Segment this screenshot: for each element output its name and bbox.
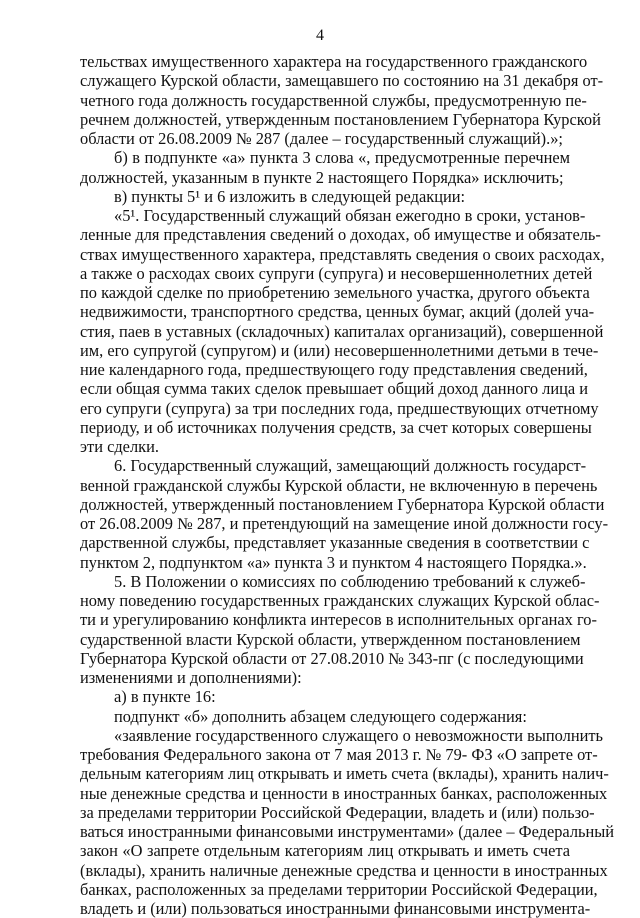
text-line: ние календарного года, предшествующего году представления сведений,: [80, 360, 588, 379]
text-line: ти и урегулированию конфликта интересов в исполнительных органах го-: [80, 610, 597, 630]
text-line: пунктом 2, подпунктом «а» пункта 3 и пунктом 4 настоящего Порядка.».: [80, 552, 587, 572]
text-line: стия, паев в уставных (складочных) капиталах организаций), совершенной: [80, 321, 604, 341]
text-line: 5. В Положении о комиссиях по соблюдению требований к служеб-: [114, 571, 586, 591]
text-line: его супруги (супруга) за три последних года, предшествующих отчетному: [80, 398, 599, 418]
text-line: сударственной власти Курской области, утвержденном постановлением: [80, 629, 581, 649]
text-line: а) в пункте 16:: [114, 687, 216, 707]
text-line: «5¹. Государственный служащий обязан ежегодно в сроки, установ-: [114, 206, 586, 225]
text-line: в) пункты 5¹ и 6 изложить в следующей редакции:: [114, 186, 466, 206]
text-line: должностей, указанным в пункте 2 настоящего Порядка» исключить;: [80, 167, 564, 187]
text-line: должностей, утвержденный постановлением Губернатора Курской области: [80, 494, 605, 514]
text-line: им, его супругой (супругом) и (или) несовершеннолетними детьми в тече-: [80, 340, 599, 360]
text-line: периоду, и об источниках получения средств, за счет которых совершены: [80, 417, 592, 437]
text-line: недвижимости, транспортного средства, ценных бумаг, акций (долей уча-: [80, 302, 595, 322]
text-line: б) в подпункте «а» пункта 3 слова «, предусмотренные перечнем: [114, 148, 570, 168]
text-line: «заявление государственного служащего о невозможности выполнить: [114, 725, 603, 745]
text-line: если общая сумма таких сделок превышает общий доход данного лица и: [80, 379, 589, 399]
text-line: закон «О запрете отдельным категориям лиц открывать и иметь счета: [80, 841, 570, 861]
text-line: ствах имущественного характера, представлять сведения о своих расходах,: [80, 244, 605, 264]
text-line: ные денежные средства и ценности в иностранных банках, расположенных: [80, 783, 608, 803]
text-line: эти сделки.: [80, 437, 159, 456]
text-line: речнем должностей, утвержденным постановлением Губернатора Курской: [80, 109, 601, 129]
text-line: 6. Государственный служащий, замещающий должность государст-: [114, 456, 587, 476]
text-line: ному поведению государственных гражданских служащих Курской облас-: [80, 591, 600, 610]
text-line: венной гражданской службы Курской области, не включенную в перечень: [80, 475, 598, 495]
text-line: а также о расходах своих супруги (супруга) и несовершеннолетних детей: [80, 263, 593, 283]
text-line: четного года должность государственной службы, предусмотренную пе-: [80, 90, 587, 110]
text-line: за пределами территории Российской Федерации, владеть и (или) пользо-: [80, 802, 595, 822]
text-line: ваться иностранными финансовыми инструментами» (далее – Федеральный: [80, 822, 615, 841]
page-number: 4: [316, 27, 324, 44]
text-line: дарственной службы, представляет указанные сведения в соответствии с: [80, 533, 590, 553]
text-line: изменениями и дополнениями):: [80, 668, 302, 687]
text-line: от 26.08.2009 № 287, и претендующий на замещение иной должности госу-: [80, 514, 609, 533]
text-line: дельным категориям лиц открывать и иметь счета (вклады), хранить налич-: [80, 764, 609, 784]
text-line: Губернатора Курской области от 27.08.2010 № 343-пг (с последующими: [80, 648, 584, 668]
document-body: [80, 52, 615, 918]
text-line: служащего Курской области, замещавшего по состоянию на 31 декабря от-: [80, 71, 604, 91]
text-line: ленные для представления сведений о доходах, об имуществе и обязатель-: [80, 225, 601, 245]
text-line: (вклады), хранить наличные денежные средства и ценности в иностранных: [80, 860, 608, 880]
text-line: владеть и (или) пользоваться иностранными финансовыми инструмента-: [80, 899, 591, 918]
text-line: по каждой сделке по приобретению земельного участка, другого объекта: [80, 283, 590, 302]
text-line: тельствах имущественного характера на государственного гражданского: [80, 52, 588, 71]
text-line: требования Федерального закона от 7 мая 2013 г. № 79- ФЗ «О запрете от-: [80, 745, 598, 764]
text-line: банках, расположенных за пределами территории Российской Федерации,: [80, 879, 598, 899]
text-line: подпункт «б» дополнить абзацем следующего содержания:: [114, 706, 527, 726]
text-line: области от 26.08.2009 № 287 (далее – государственный служащий).»;: [80, 129, 563, 148]
